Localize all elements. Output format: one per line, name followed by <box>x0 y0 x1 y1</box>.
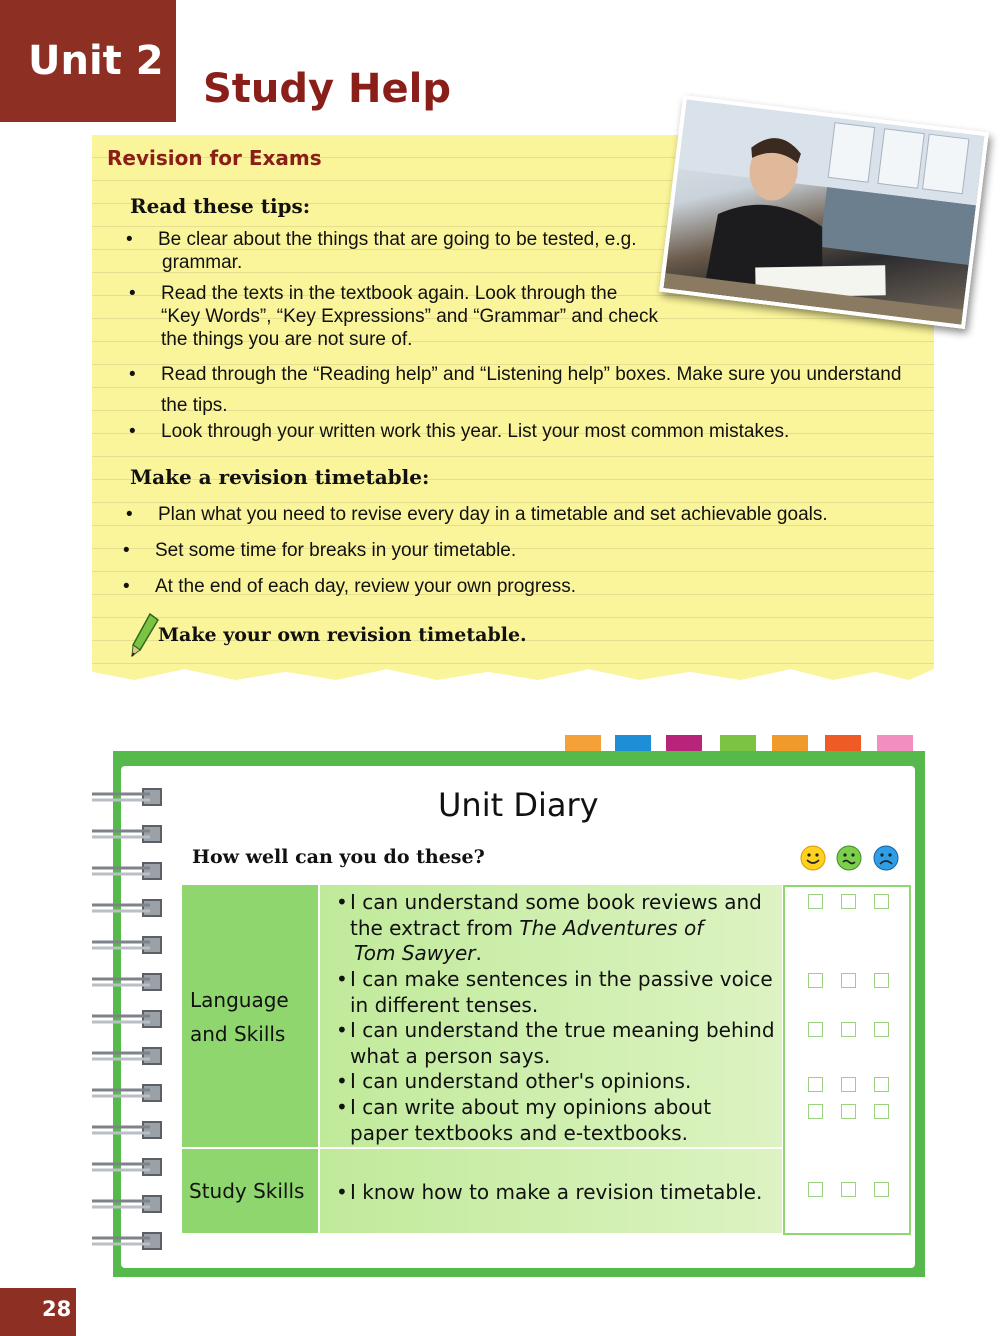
rating-checkbox[interactable] <box>874 1182 889 1197</box>
timetable-heading: Make a revision timetable: <box>130 465 430 489</box>
category-label-language: Language and Skills <box>190 988 289 1046</box>
tip-item: • Read the texts in the textbook again. Look through the “Key Words”, “Key Expressions” and “Grammar” and check the things you are not sure of. <box>129 283 658 350</box>
neutral-face-icon <box>837 846 861 870</box>
spiral-binding-icon <box>90 788 170 1258</box>
rating-checkbox[interactable] <box>841 894 856 909</box>
rating-faces <box>800 844 905 872</box>
page-number: 28 <box>0 1288 76 1336</box>
tip-item: • Read through the “Reading help” and “Listening help” boxes. Make sure you understand the tips. <box>161 359 901 421</box>
unit-label: Unit 2 <box>28 38 164 84</box>
sad-face-icon <box>874 846 898 870</box>
category-label-study: Study Skills <box>189 1179 305 1203</box>
bullet-icon: • <box>129 283 136 304</box>
rating-checkbox[interactable] <box>808 1182 823 1197</box>
diary-item: • I can understand the true meaning behind what a person says. <box>336 1018 775 1068</box>
page-title: Study Help <box>203 66 451 112</box>
rating-checkbox[interactable] <box>841 1022 856 1037</box>
rating-checkbox[interactable] <box>841 1104 856 1119</box>
rating-checkbox[interactable] <box>874 894 889 909</box>
rating-checkbox[interactable] <box>808 973 823 988</box>
timetable-tip: • At the end of each day, review your own progress. <box>123 576 577 597</box>
tip-item: • Look through your written work this year. List your most common mistakes. <box>129 421 790 442</box>
rating-checkbox[interactable] <box>874 1104 889 1119</box>
task-text: Make your own revision timetable. <box>158 624 527 646</box>
student-photo <box>659 95 989 329</box>
rating-checkbox[interactable] <box>808 1104 823 1119</box>
rating-checkbox[interactable] <box>841 1077 856 1092</box>
diary-item: • I can understand some book reviews and the extract from The Adventures of Tom Sawyer. <box>336 890 762 965</box>
rating-checkbox[interactable] <box>808 1022 823 1037</box>
bullet-icon: • <box>123 540 130 561</box>
rating-checkbox[interactable] <box>841 973 856 988</box>
rating-checkbox[interactable] <box>808 1077 823 1092</box>
diary-item: • I know how to make a revision timetable. <box>336 1180 763 1204</box>
bullet-icon: • <box>126 229 133 250</box>
bullet-icon: • <box>123 576 130 597</box>
rating-checkbox[interactable] <box>874 1022 889 1037</box>
bullet-icon: • <box>129 364 136 385</box>
rating-checkbox[interactable] <box>874 973 889 988</box>
rating-checkbox[interactable] <box>808 894 823 909</box>
unit-tab <box>0 0 176 122</box>
bullet-icon: • <box>129 421 136 442</box>
diary-title: Unit Diary <box>438 786 599 824</box>
section-heading: Revision for Exams <box>107 146 322 170</box>
happy-face-icon <box>801 846 825 870</box>
pencil-icon <box>130 612 160 658</box>
timetable-tip: • Plan what you need to revise every day in a timetable and set achievable goals. <box>126 504 828 525</box>
rating-checkbox[interactable] <box>874 1077 889 1092</box>
diary-question: How well can you do these? <box>192 846 485 868</box>
diary-item: • I can understand other's opinions. <box>336 1069 692 1093</box>
timetable-tip: • Set some time for breaks in your timetable. <box>123 540 517 561</box>
tips-heading: Read these tips: <box>130 194 311 218</box>
tip-item: • Be clear about the things that are going to be tested, e.g. grammar. <box>126 229 637 273</box>
diary-item: • I can make sentences in the passive voice in different tenses. <box>336 967 773 1017</box>
rating-checkbox[interactable] <box>841 1182 856 1197</box>
bullet-icon: • <box>126 504 133 525</box>
diary-item: • I can write about my opinions about paper textbooks and e-textbooks. <box>336 1095 712 1145</box>
